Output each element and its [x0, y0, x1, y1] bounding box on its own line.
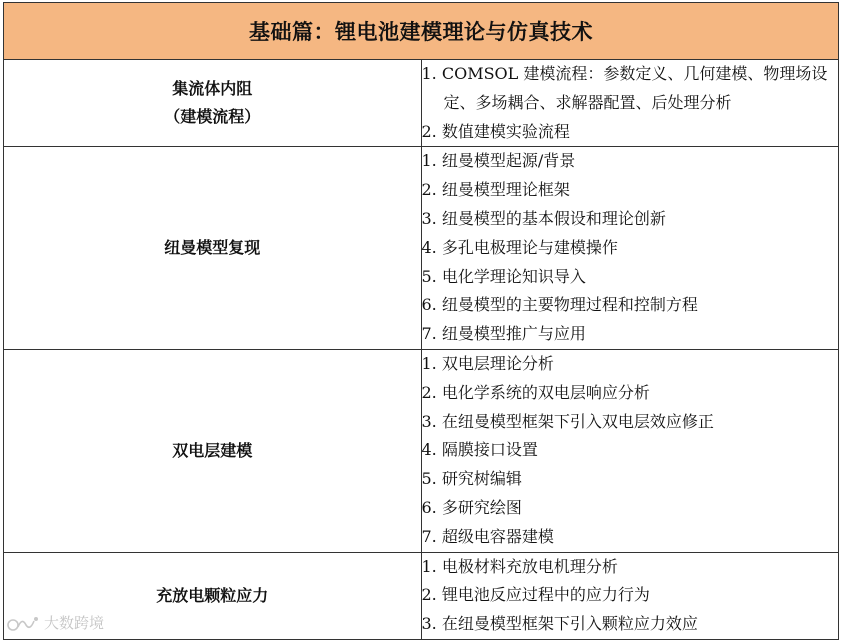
section-row — [4, 552, 839, 639]
section-label — [4, 60, 422, 147]
syllabus-table — [3, 2, 839, 640]
list-item: 2. 锂电池反应过程中的应力行为 — [421, 585, 650, 605]
list-item: 4. 隔膜接口设置 — [421, 440, 538, 460]
list-item: 1. 双电层理论分析 — [421, 353, 554, 373]
list-item: 2. 电化学系统的双电层响应分析 — [421, 382, 650, 402]
list-item: 3. 纽曼模型的基本假设和理论创新 — [421, 208, 666, 228]
watermark-text: 大数跨境 — [44, 614, 105, 632]
syllabus-page — [3, 2, 839, 644]
item-list — [422, 553, 839, 639]
list-item: 3. 在纽曼模型框架下引入双电层效应修正 — [421, 411, 714, 431]
section-label — [4, 349, 422, 552]
list-item: 6. 纽曼模型的主要物理过程和控制方程 — [421, 295, 698, 315]
section-items — [421, 349, 839, 552]
section-items — [421, 60, 839, 147]
list-item: 6. 多研究绘图 — [421, 497, 522, 517]
list-item: 5. 电化学理论知识导入 — [421, 266, 586, 286]
list-item: 1. 纽曼模型起源/背景 — [421, 151, 576, 171]
item-list — [422, 60, 839, 146]
section-row — [4, 349, 839, 552]
section-label — [4, 147, 422, 350]
list-item: 2. 纽曼模型理论框架 — [421, 180, 570, 200]
section-row — [4, 60, 839, 147]
item-list — [422, 350, 839, 552]
watermark — [6, 612, 104, 633]
section-label-line: 纽曼模型复现 — [164, 238, 261, 258]
watermark-logo-icon — [6, 613, 40, 633]
list-item: 1. 电极材料充放电机理分析 — [421, 556, 618, 576]
section-items — [421, 147, 839, 350]
section-row — [4, 147, 839, 350]
section-label-line: 双电层建模 — [172, 440, 253, 460]
section-label-line: 充放电颗粒应力 — [156, 585, 269, 605]
list-item: 7. 超级电容器建模 — [421, 526, 554, 546]
table-title: 基础篇：锂电池建模理论与仿真技术 — [4, 3, 839, 60]
list-item: 4. 多孔电极理论与建模操作 — [421, 237, 618, 257]
section-label-line: （建模流程） — [164, 107, 261, 127]
list-item: 7. 纽曼模型推广与应用 — [421, 324, 586, 344]
list-item: 3. 在纽曼模型框架下引入颗粒应力效应 — [421, 614, 698, 634]
list-item: 5. 研究树编辑 — [421, 469, 522, 489]
title-row — [4, 3, 839, 60]
section-items — [421, 552, 839, 639]
section-label-line: 集流体内阻 — [172, 79, 253, 99]
list-item: 1. COMSOL 建模流程：参数定义、几何建模、物理场设定、多场耦合、求解器配置、后处理分析 — [421, 64, 828, 112]
item-list — [422, 147, 839, 349]
list-item: 2. 数值建模实验流程 — [421, 121, 570, 141]
